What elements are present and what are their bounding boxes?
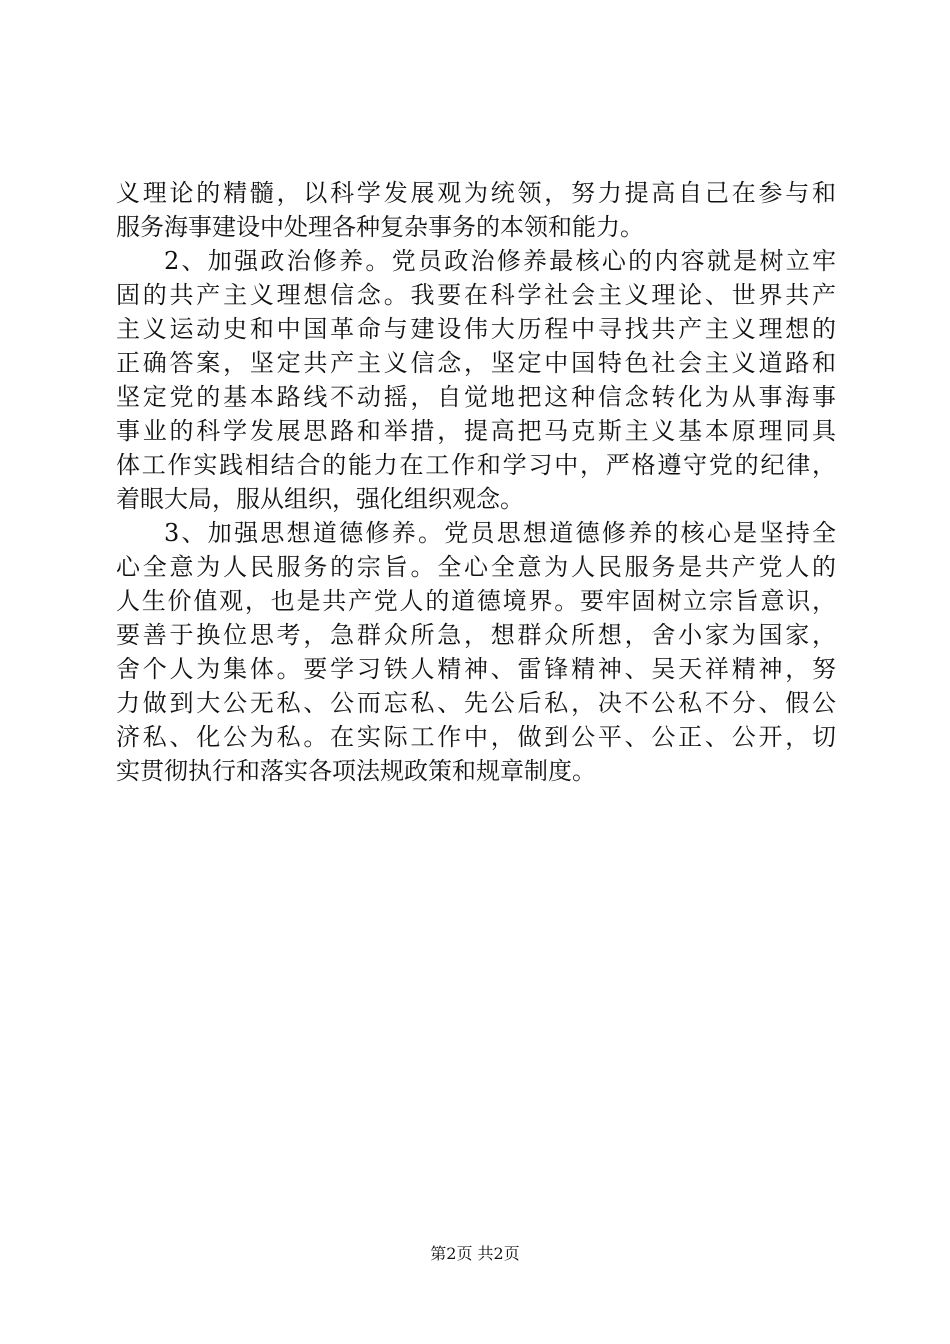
text-line: 实贯彻执行和落实各项法规政策和规章制度。: [116, 757, 596, 785]
text-line: 要善于换位思考，急群众所急，想群众所想，舍小家为国家，: [116, 621, 836, 649]
paragraph-start-line: 3、加强思想道德修养。党员思想道德修养的核心是坚持全: [164, 519, 836, 547]
text-line: 义理论的精髓，以科学发展观为统领，努力提高自己在参与和: [116, 179, 836, 207]
text-line: 服务海事建设中处理各种复杂事务的本领和能力。: [116, 213, 644, 241]
text-line: 正确答案，坚定共产主义信念，坚定中国特色社会主义道路和: [116, 349, 836, 377]
text-line: 事业的科学发展思路和举措，提高把马克斯主义基本原理同具: [116, 417, 836, 445]
text-line: 固的共产主义理想信念。我要在科学社会主义理论、世界共产: [116, 281, 836, 309]
text-line: 体工作实践相结合的能力在工作和学习中，严格遵守党的纪律，: [116, 451, 836, 479]
text-line: 力做到大公无私、公而忘私、先公后私，决不公私不分、假公: [116, 689, 836, 717]
text-line: 人生价值观，也是共产党人的道德境界。要牢固树立宗旨意识，: [116, 587, 836, 615]
text-line: 主义运动史和中国革命与建设伟大历程中寻找共产主义理想的: [116, 315, 836, 343]
page-number-footer: 第2页 共2页: [430, 1244, 520, 1263]
text-line: 舍个人为集体。要学习铁人精神、雷锋精神、吴天祥精神，努: [116, 655, 836, 683]
text-line: 济私、化公为私。在实际工作中，做到公平、公正、公开，切: [116, 723, 836, 751]
body-text: [116, 176, 836, 788]
text-line: 心全意为人民服务的宗旨。全心全意为人民服务是共产党人的: [116, 553, 836, 581]
paragraph-start-line: 2、加强政治修养。党员政治修养最核心的内容就是树立牢: [164, 247, 836, 275]
text-line: 着眼大局，服从组织，强化组织观念。: [116, 485, 524, 513]
text-line: 坚定党的基本路线不动摇，自觉地把这种信念转化为从事海事: [116, 383, 836, 411]
